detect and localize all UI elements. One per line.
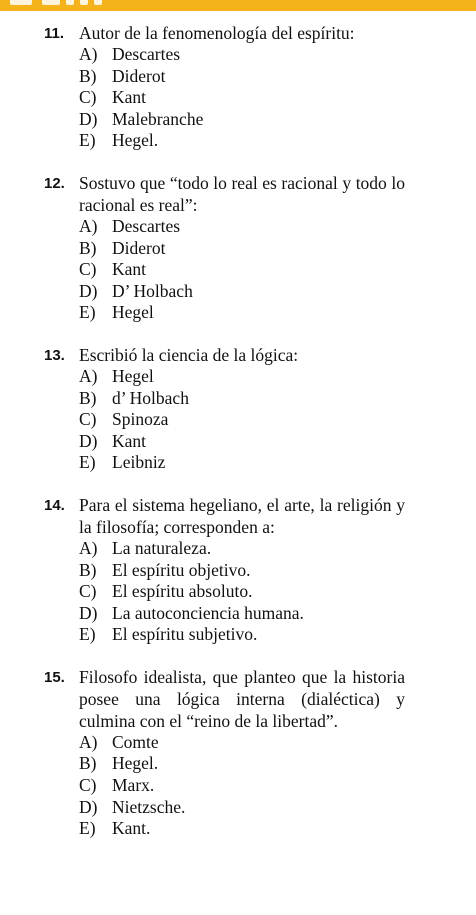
option-letter: A) bbox=[79, 365, 98, 386]
option-b[interactable] bbox=[0, 388, 476, 410]
option-text: Hegel bbox=[112, 365, 154, 386]
option-letter: E) bbox=[79, 302, 96, 323]
option-text: Descartes bbox=[112, 215, 181, 236]
option-d[interactable] bbox=[0, 109, 476, 131]
option-text: La autoconciencia humana. bbox=[112, 602, 304, 623]
option-b[interactable] bbox=[0, 560, 476, 582]
option-b[interactable] bbox=[0, 238, 476, 260]
question-13 bbox=[0, 344, 476, 474]
option-a[interactable] bbox=[0, 44, 476, 66]
option-letter: D) bbox=[79, 796, 98, 817]
question-text: Escribió la ciencia de la lógica: bbox=[79, 344, 299, 365]
option-text: Kant bbox=[112, 259, 147, 280]
option-d[interactable] bbox=[0, 431, 476, 453]
option-letter: C) bbox=[79, 775, 97, 796]
question-text: Sostuvo que “todo lo real es racional y todo lo racional es real”: bbox=[79, 172, 405, 215]
answer-options bbox=[0, 538, 476, 646]
question-list bbox=[0, 22, 476, 860]
option-text: La naturaleza. bbox=[112, 537, 212, 558]
answer-options bbox=[0, 366, 476, 474]
option-letter: E) bbox=[79, 130, 96, 151]
option-e[interactable] bbox=[0, 302, 476, 324]
option-letter: B) bbox=[79, 65, 97, 86]
option-letter: A) bbox=[79, 44, 98, 64]
option-letter: D) bbox=[79, 430, 98, 451]
option-c[interactable] bbox=[0, 259, 476, 281]
banner-decoration bbox=[42, 0, 60, 5]
question-number: 11. bbox=[44, 25, 65, 42]
option-e[interactable] bbox=[0, 624, 476, 646]
question-number: 13. bbox=[44, 346, 65, 364]
option-letter: B) bbox=[79, 237, 97, 258]
option-letter: C) bbox=[79, 581, 97, 602]
option-text: Marx. bbox=[112, 775, 155, 796]
option-letter: E) bbox=[79, 624, 96, 645]
banner-decoration bbox=[94, 0, 102, 5]
option-b[interactable] bbox=[0, 753, 476, 775]
answer-options bbox=[0, 732, 476, 840]
option-e[interactable] bbox=[0, 452, 476, 474]
banner-decoration bbox=[10, 0, 32, 5]
answer-options bbox=[0, 216, 476, 324]
option-a[interactable] bbox=[0, 538, 476, 560]
question-15 bbox=[0, 666, 476, 840]
option-text: Diderot bbox=[112, 65, 166, 86]
option-text: d’ Holbach bbox=[112, 387, 189, 408]
option-letter: B) bbox=[79, 753, 97, 774]
question-number: 12. bbox=[44, 174, 65, 192]
option-letter: A) bbox=[79, 537, 98, 558]
option-letter: B) bbox=[79, 387, 97, 408]
option-d[interactable] bbox=[0, 603, 476, 625]
question-text: Filosofo idealista, que planteo que la historia posee una lógica interna (dialéctica) y culmina con el “reino de la libertad”. bbox=[79, 666, 405, 731]
option-text: El espíritu absoluto. bbox=[112, 581, 253, 602]
option-letter: C) bbox=[79, 259, 97, 280]
option-text: Hegel. bbox=[112, 130, 159, 151]
option-letter: E) bbox=[79, 452, 96, 473]
question-number: 15. bbox=[44, 668, 65, 686]
question-number: 14. bbox=[44, 496, 65, 514]
option-letter: D) bbox=[79, 602, 98, 623]
option-text: Spinoza bbox=[112, 409, 169, 430]
option-text: Descartes bbox=[112, 44, 181, 64]
option-letter: D) bbox=[79, 280, 98, 301]
option-d[interactable] bbox=[0, 797, 476, 819]
option-e[interactable] bbox=[0, 818, 476, 840]
option-letter: C) bbox=[79, 87, 97, 108]
question-12 bbox=[0, 172, 476, 324]
option-letter: A) bbox=[79, 215, 98, 236]
option-letter: B) bbox=[79, 559, 97, 580]
option-d[interactable] bbox=[0, 281, 476, 303]
option-a[interactable] bbox=[0, 216, 476, 238]
banner-decoration bbox=[80, 0, 88, 5]
question-11 bbox=[0, 22, 476, 152]
question-14 bbox=[0, 494, 476, 646]
option-text: Diderot bbox=[112, 237, 166, 258]
banner-decoration bbox=[66, 0, 74, 5]
option-text: Kant bbox=[112, 430, 147, 451]
option-text: Hegel bbox=[112, 302, 154, 323]
option-text: Hegel. bbox=[112, 753, 159, 774]
option-c[interactable] bbox=[0, 775, 476, 797]
option-c[interactable] bbox=[0, 581, 476, 603]
answer-options bbox=[0, 44, 476, 152]
option-a[interactable] bbox=[0, 732, 476, 754]
option-c[interactable] bbox=[0, 409, 476, 431]
option-text: Nietzsche. bbox=[112, 796, 186, 817]
option-text: El espíritu objetivo. bbox=[112, 559, 251, 580]
option-letter: A) bbox=[79, 731, 98, 752]
option-text: El espíritu subjetivo. bbox=[112, 624, 258, 645]
question-text: Para el sistema hegeliano, el arte, la religión y la filosofía; corresponden a: bbox=[79, 494, 405, 537]
option-a[interactable] bbox=[0, 366, 476, 388]
option-text: D’ Holbach bbox=[112, 280, 193, 301]
option-e[interactable] bbox=[0, 130, 476, 152]
option-text: Kant. bbox=[112, 818, 151, 839]
option-b[interactable] bbox=[0, 66, 476, 88]
option-text: Kant bbox=[112, 87, 147, 108]
top-banner bbox=[0, 0, 476, 11]
option-letter: C) bbox=[79, 409, 97, 430]
option-letter: E) bbox=[79, 818, 96, 839]
option-c[interactable] bbox=[0, 87, 476, 109]
option-letter: D) bbox=[79, 108, 98, 129]
question-text: Autor de la fenomenología del espíritu: bbox=[79, 23, 355, 43]
option-text: Comte bbox=[112, 731, 159, 752]
option-text: Malebranche bbox=[112, 108, 204, 129]
option-text: Leibniz bbox=[112, 452, 166, 473]
